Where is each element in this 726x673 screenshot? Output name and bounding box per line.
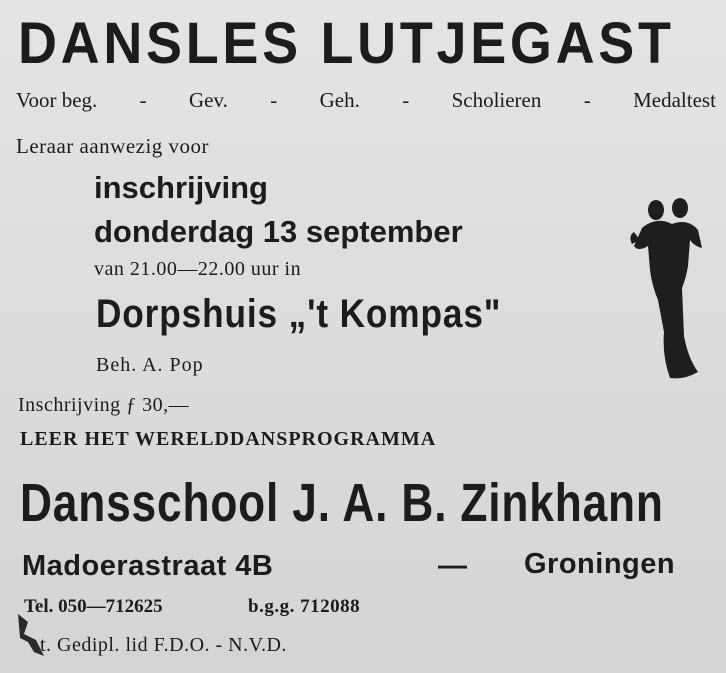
program-line: LEER HET WERELDDANSPROGRAMMA	[20, 428, 437, 450]
torn-corner-icon	[14, 612, 54, 662]
registration-heading: inschrijving	[94, 170, 268, 205]
level-beginner: Voor beg.	[16, 88, 98, 112]
level-students: Scholieren	[451, 88, 542, 112]
headline: DANSLES LUTJEGAST	[18, 11, 675, 76]
level-separator: -	[402, 88, 410, 112]
level-medaltest: Medaltest	[633, 88, 716, 112]
teacher-line: Leraar aanwezig voor	[16, 134, 210, 158]
registration-fee: Inschrijving ƒ 30,—	[18, 394, 190, 416]
phone-number: Tel. 050—712625	[24, 596, 163, 617]
level-separator: -	[270, 88, 278, 112]
level-advanced: Gev.	[189, 88, 228, 112]
level-separator: -	[583, 88, 591, 112]
venue-manager: Beh. A. Pop	[96, 354, 204, 376]
registration-date: donderdag 13 september	[94, 214, 463, 249]
street-address: Madoerastraat 4B	[22, 550, 274, 582]
school-name: Dansschool J. A. B. Zinkhann	[20, 473, 664, 533]
registration-time: van 21.00—22.00 uur in	[94, 258, 302, 280]
levels-line	[16, 88, 716, 113]
phone-alternate: b.g.g. 712088	[248, 596, 361, 617]
dancing-couple-icon	[628, 196, 708, 382]
address-dash: —	[438, 550, 467, 582]
venue-name: Dorpshuis „'t Kompas"	[96, 292, 502, 336]
level-separator: -	[139, 88, 147, 112]
membership-line: t. Gedipl. lid F.D.O. - N.V.D.	[40, 634, 287, 656]
level-expert: Geh.	[319, 88, 360, 112]
city-name: Groningen	[524, 548, 676, 580]
